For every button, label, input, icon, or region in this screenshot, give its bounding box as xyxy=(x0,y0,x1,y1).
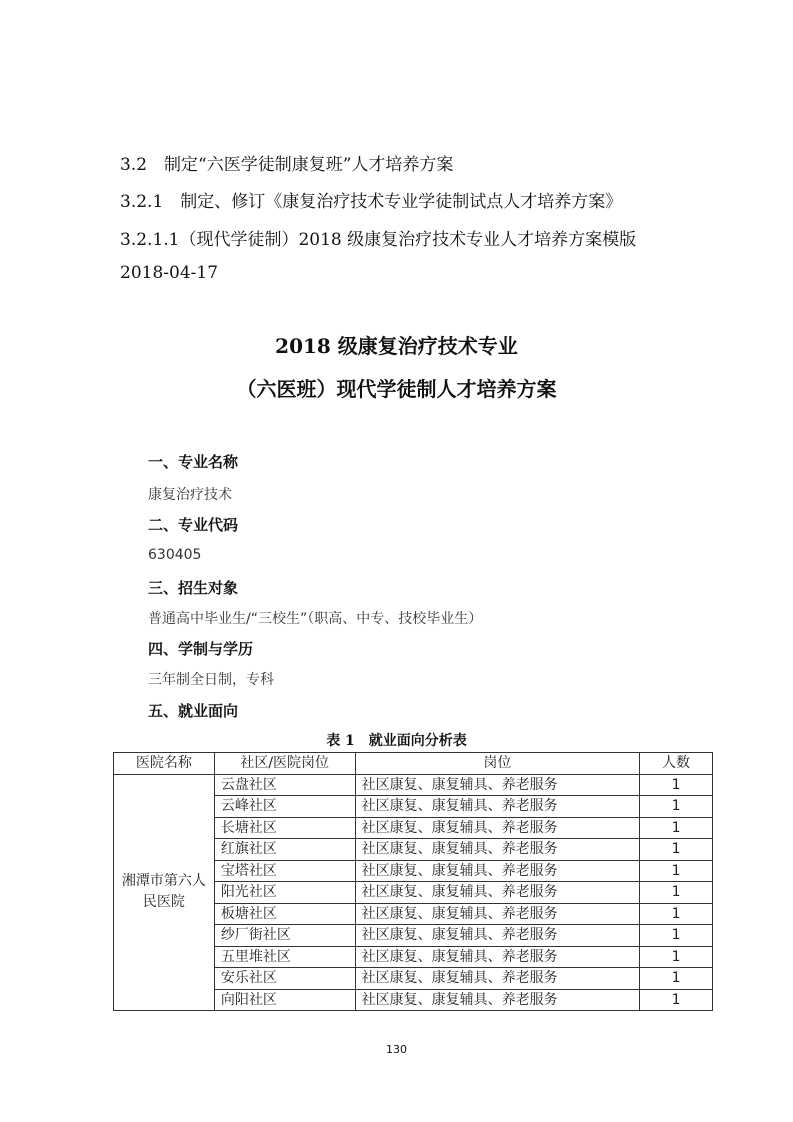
section-text: 康复治疗技术 xyxy=(148,487,232,503)
header-hospital: 医院名称 xyxy=(114,753,215,775)
section-heading: 五、就业面向 xyxy=(148,702,239,720)
community-cell: 纱厂街社区 xyxy=(214,925,355,947)
count-cell: 1 xyxy=(640,839,713,861)
count-cell: 1 xyxy=(640,946,713,968)
community-cell: 长塘社区 xyxy=(214,817,355,839)
position-cell: 社区康复、康复辅具、养老服务 xyxy=(355,968,639,990)
header-count: 人数 xyxy=(640,753,713,775)
count-cell: 1 xyxy=(640,989,713,1011)
header-community: 社区/医院岗位 xyxy=(214,753,355,775)
community-cell: 阳光社区 xyxy=(214,882,355,904)
count-cell: 1 xyxy=(640,882,713,904)
heading-3-2-1-1: 3.2.1.1（现代学徒制）2018 级康复治疗技术专业人才培养方案模版 xyxy=(120,230,637,250)
section-heading: 一、专业名称 xyxy=(148,453,239,471)
section-heading: 二、专业代码 xyxy=(148,516,239,534)
date: 2018-04-17 xyxy=(120,263,219,283)
count-cell: 1 xyxy=(640,903,713,925)
count-cell: 1 xyxy=(640,817,713,839)
count-cell: 1 xyxy=(640,968,713,990)
table-caption: 表 1 就业面向分析表 xyxy=(326,733,467,749)
count-cell: 1 xyxy=(640,860,713,882)
employment-table xyxy=(113,752,713,1011)
position-cell: 社区康复、康复辅具、养老服务 xyxy=(355,774,639,796)
community-cell: 向阳社区 xyxy=(214,989,355,1011)
position-cell: 社区康复、康复辅具、养老服务 xyxy=(355,817,639,839)
heading-3-2-1: 3.2.1 制定、修订《康复治疗技术专业学徒制试点人才培养方案》 xyxy=(120,192,623,212)
count-cell: 1 xyxy=(640,925,713,947)
position-cell: 社区康复、康复辅具、养老服务 xyxy=(355,925,639,947)
section-text: 三年制全日制，专科 xyxy=(148,672,274,688)
community-cell: 云盘社区 xyxy=(214,774,355,796)
section-text: 630405 xyxy=(148,547,202,563)
count-cell: 1 xyxy=(640,796,713,818)
position-cell: 社区康复、康复辅具、养老服务 xyxy=(355,903,639,925)
count-cell: 1 xyxy=(640,774,713,796)
doc-title-line1: 2018 级康复治疗技术专业 xyxy=(275,334,518,358)
community-cell: 红旗社区 xyxy=(214,839,355,861)
doc-title-line2: （六医班）现代学徒制人才培养方案 xyxy=(236,377,557,401)
section-text: 普通高中毕业生/“三校生”（职高、中专、技校毕业生） xyxy=(148,611,483,627)
section-heading: 四、学制与学历 xyxy=(148,640,254,658)
header-position: 岗位 xyxy=(355,753,639,775)
community-cell: 安乐社区 xyxy=(214,968,355,990)
table-header-row xyxy=(114,753,713,775)
position-cell: 社区康复、康复辅具、养老服务 xyxy=(355,989,639,1011)
position-cell: 社区康复、康复辅具、养老服务 xyxy=(355,882,639,904)
community-cell: 五里堆社区 xyxy=(214,946,355,968)
section-heading: 三、招生对象 xyxy=(148,579,239,597)
community-cell: 宝塔社区 xyxy=(214,860,355,882)
community-cell: 云峰社区 xyxy=(214,796,355,818)
page-number: 130 xyxy=(386,1043,407,1056)
position-cell: 社区康复、康复辅具、养老服务 xyxy=(355,796,639,818)
table-row xyxy=(114,774,713,796)
position-cell: 社区康复、康复辅具、养老服务 xyxy=(355,946,639,968)
position-cell: 社区康复、康复辅具、养老服务 xyxy=(355,839,639,861)
hospital-name: 湘潭市第六人民医院 xyxy=(114,774,215,1011)
heading-3-2: 3.2 制定“六医学徒制康复班”人才培养方案 xyxy=(120,155,454,175)
position-cell: 社区康复、康复辅具、养老服务 xyxy=(355,860,639,882)
community-cell: 板塘社区 xyxy=(214,903,355,925)
